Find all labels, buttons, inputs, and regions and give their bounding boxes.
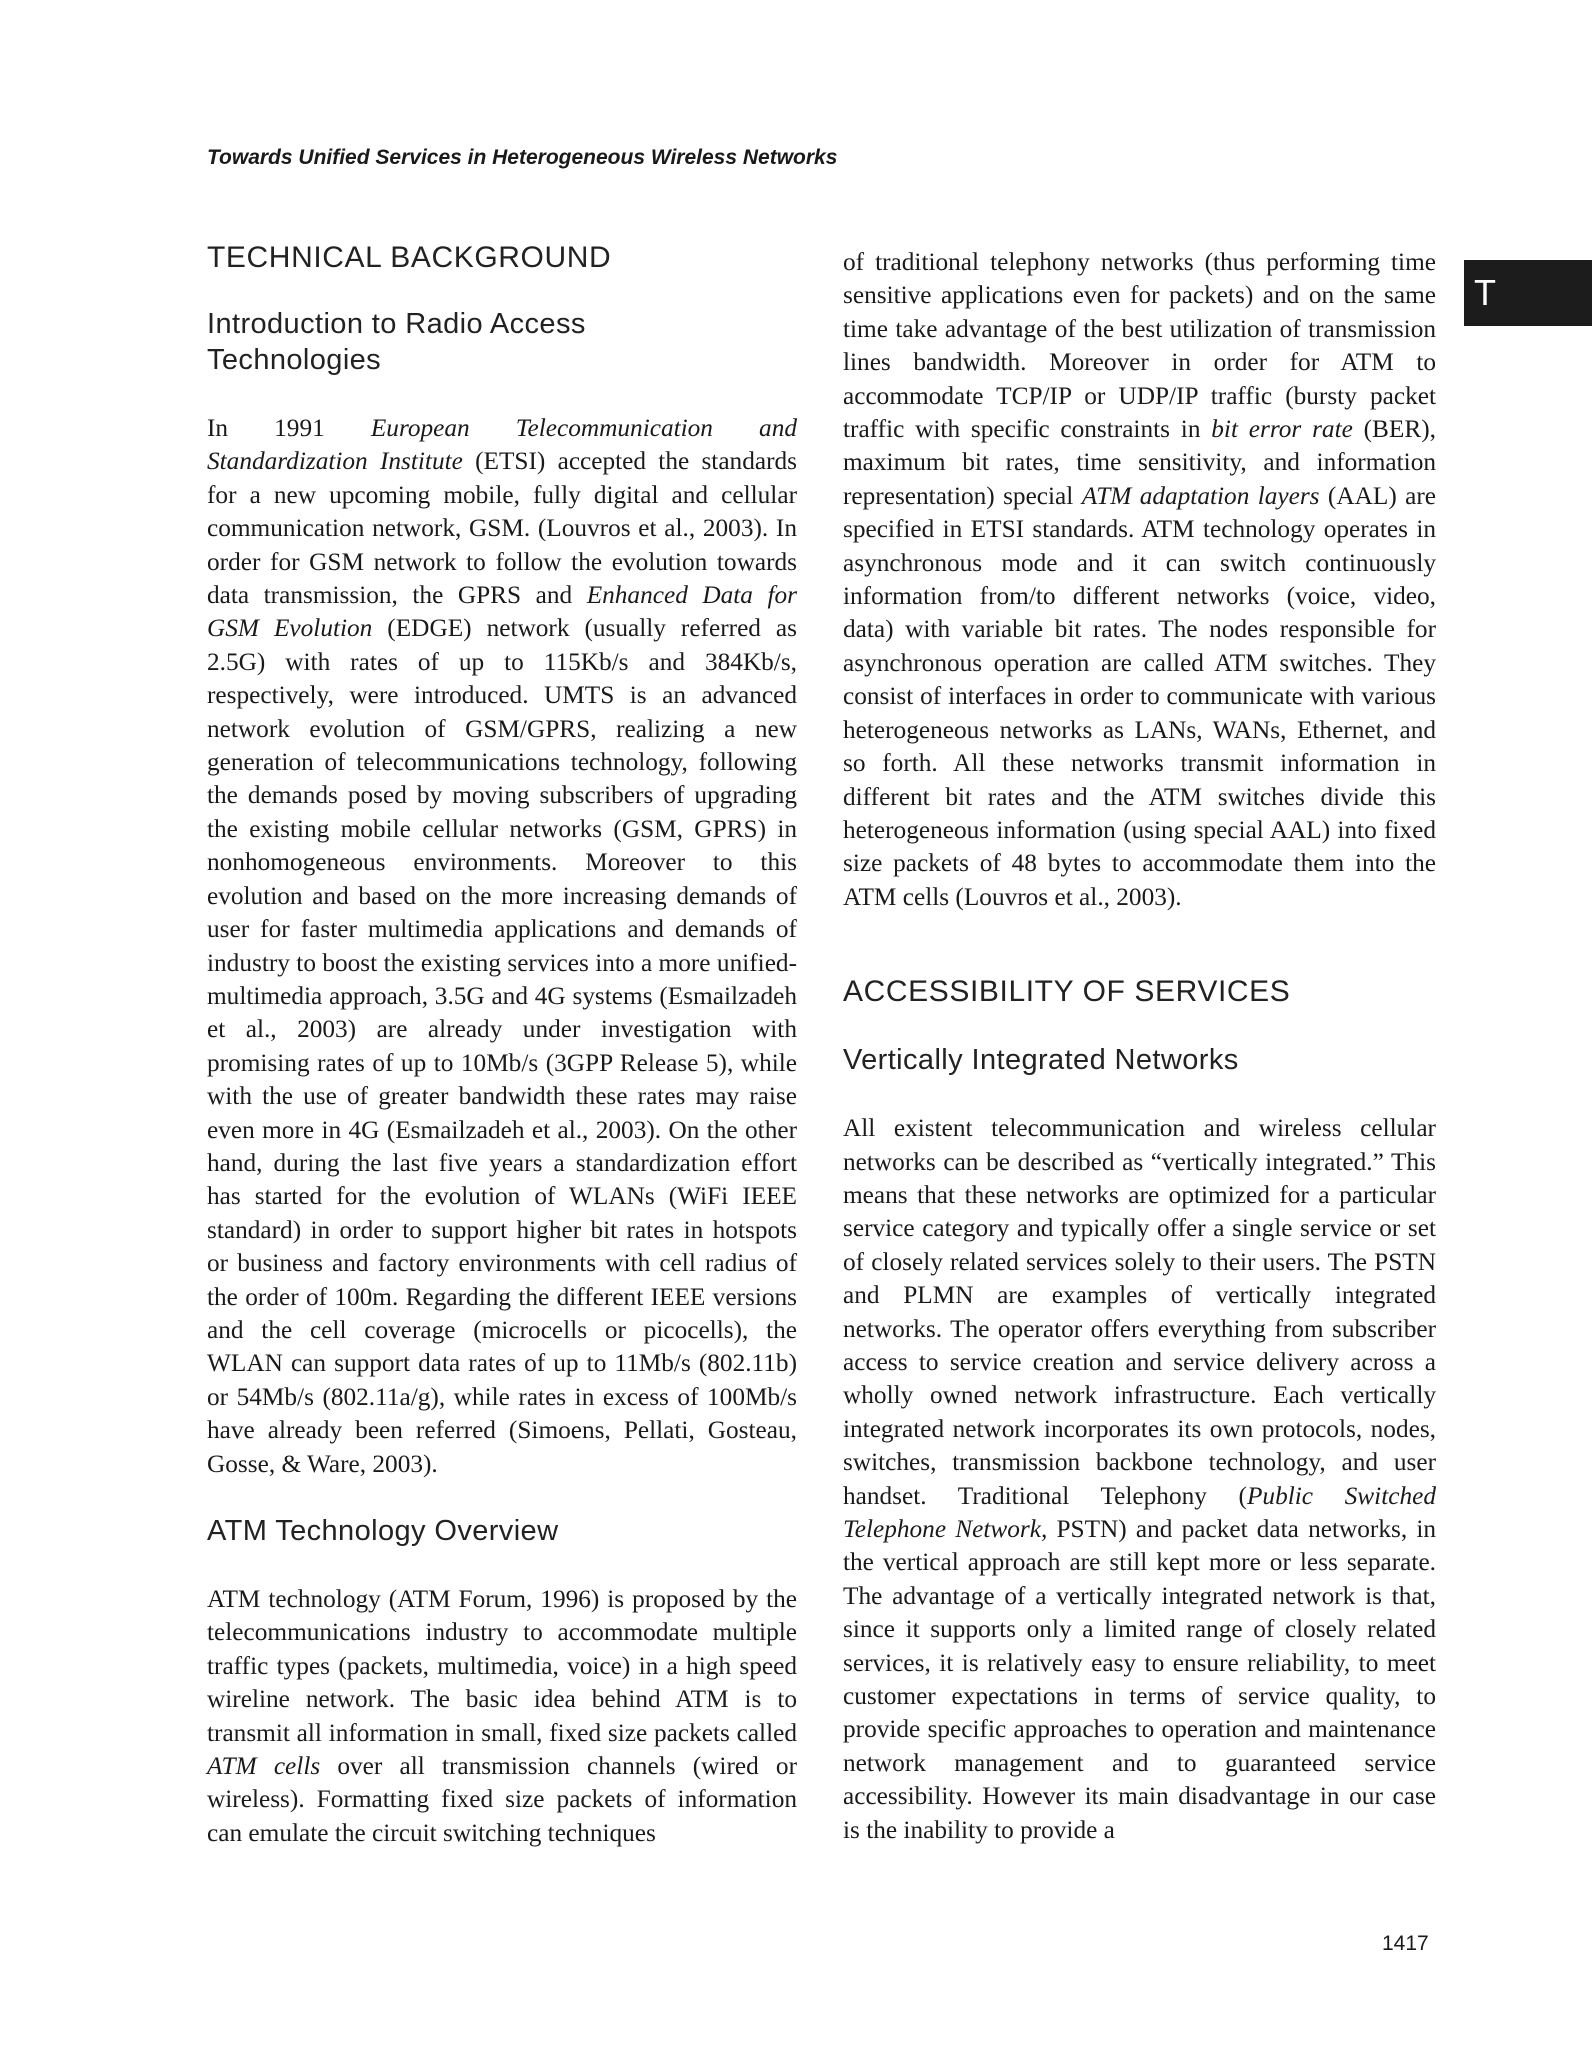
vertical-text-1: All existent telecommunication and wireless cellular networks can be described as “vertically integrated.” This means that these networks are optimized for a particular service category and typically offer a single service or set of closely related services solely to their users. The PSTN and PLMN are examples of vertically integrated networks. The operator offers everything from subscriber access to service creation and service delivery across a wholly owned network infrastructure. Each vertically integrated network incorporates its own protocols, nodes, switches, transmission backbone technology, and user handset. Traditional Telephony ( (843, 1114, 1436, 1510)
intro-lead: In 1991 (207, 414, 371, 442)
page-number: 1417 (1382, 1932, 1429, 1955)
running-header: Towards Unified Services in Heterogeneous Wireless Networks (207, 146, 838, 169)
aal-term: ATM adaptation layers (1081, 481, 1320, 510)
section-letter: T (1474, 272, 1496, 313)
ber-term: bit error rate (1211, 415, 1353, 444)
edge-term: Enhanced Data for GSM Evolution (207, 581, 797, 643)
atm-continuation-paragraph (843, 246, 1436, 914)
atm-cells-term: ATM cells (207, 1752, 321, 1781)
section-heading-accessibility: ACCESSIBILITY OF SERVICES (843, 975, 1291, 1009)
subsection-heading-atm-overview: ATM Technology Overview (207, 1515, 559, 1547)
atm-text-1: ATM technology (ATM Forum, 1996) is proposed by the telecommunications industry to accommodate multiple traffic types (packets, multimedia, voice) in a high speed wireline network. The basic idea behind ATM is to transmit all information in small, fixed size packets called (207, 1585, 797, 1747)
section-letter-tab (1464, 260, 1592, 326)
section-heading-technical-background: TECHNICAL BACKGROUND (207, 241, 612, 274)
right-column (843, 246, 1436, 1847)
subsection-heading-radio-access: Introduction to Radio Access Technologies (207, 308, 586, 376)
atm-cont-text-1: of traditional telephony networks (thus performing time sensitive applications even for packets) and on the same time take advantage of the best utilization of transmission lines bandwidth. Moreover in order for ATM to accommodate TCP/IP or UDP/IP traffic (bursty packet traffic with specific constraints in (843, 248, 1436, 444)
atm-paragraph (207, 1583, 797, 1850)
left-column (207, 240, 797, 1850)
intro-text-1: (ETSI) accepted the standards for a new upcoming mobile, fully digital and cellular communication network, GSM. (Louvros et al., 2003). In order for GSM network to follow the evolution towards data transmission, the GPRS and (207, 447, 797, 610)
vertical-text-2: PSTN) and packet data networks, in the vertical approach are still kept more or less separate. The advantage of a vertically integrated network is that, since it supports only a limited range of closely related services, it is relatively easy to ensure reliability, to meet customer expectations in terms of service quality, to provide specific approaches to operation and maintenance network management and to guaranteed service accessibility. However its main disadvantage in our case is the inability to provide a (843, 1515, 1436, 1844)
subsection-heading-vertical-networks: Vertically Integrated Networks (843, 1044, 1239, 1077)
vertical-paragraph (843, 1112, 1436, 1847)
atm-text-2: over all transmission channels (wired or wireless). Formatting fixed size packets of information can emulate the circuit switching techniques (207, 1752, 797, 1847)
intro-paragraph (207, 412, 797, 1481)
atm-cont-text-2: (BER), maximum bit rates, time sensitivity, and information representation) special (843, 415, 1437, 510)
pstn-term: Public Switched Telephone Network, (843, 1481, 1436, 1543)
etsi-term: European Telecommunication and Standardization Institute (207, 414, 797, 476)
atm-cont-text-3: (AAL) are specified in ETSI standards. ATM technology operates in asynchronous mode and it can switch continuously information from/to different networks (voice, video, data) with variable bit rates. The nodes responsible for asynchronous operation are called ATM switches. They consist of interfaces in order to communicate with various heterogeneous networks as LANs, WANs, Ethernet, and so forth. All these networks transmit information in different bit rates and the ATM switches divide this heterogeneous information (using special AAL) into fixed size packets of 48 bytes to accommodate them into the ATM cells (Louvros et al., 2003). (843, 481, 1436, 911)
intro-text-2: (EDGE) network (usually referred as 2.5G) with rates of up to 115Kb/s and 384Kb/s, respectively, were introduced. UMTS is an advanced network evolution of GSM/GPRS, realizing a new generation of telecommunications technology, following the demands posed by moving subscribers of upgrading the existing mobile cellular networks (GSM, GPRS) in nonhomogeneous environments. Moreover to this evolution and based on the more increasing demands of user for faster multimedia applications and demands of industry to boost the existing services into a more unified-multimedia approach, 3.5G and 4G systems (Esmailzadeh et al., 2003) are already under investigation with promising rates of up to 10Mb/s (3GPP Release 5), while with the use of greater bandwidth these rates may raise even more in 4G (Esmailzadeh et al., 2003). On the other hand, during the last five years a standardization effort has started for the evolution of WLANs (WiFi IEEE standard) in order to support higher bit rates in hotspots or business and factory environments with cell radius of the order of 100m. Regarding the different IEEE versions and the cell coverage (microcells or picocells), the WLAN can support data rates of up to 11Mb/s (802.11b) or 54Mb/s (802.11a/g), while rates in excess of 100Mb/s have already been referred (Simoens, Pellati, Gosteau, Gosse, & Ware, 2003). (207, 614, 797, 1478)
